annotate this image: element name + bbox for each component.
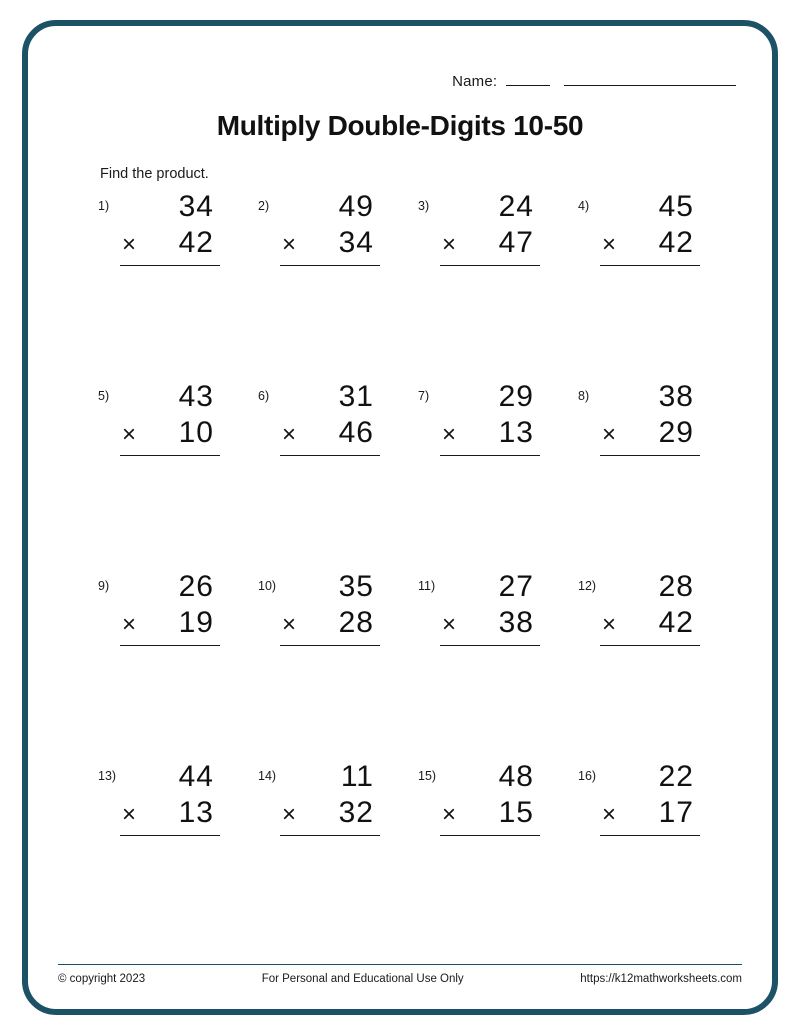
problem-item: [406, 571, 566, 761]
page-title: Multiply Double-Digits 10-50: [216, 110, 584, 141]
operator-symbol: ×: [122, 230, 138, 258]
problem-number: 13): [98, 769, 117, 783]
answer-rule: [600, 835, 700, 836]
worksheet-border: [22, 20, 778, 1015]
problem-stack: [440, 761, 540, 836]
multiplier: 42: [658, 605, 694, 639]
multiplier-row: [600, 797, 700, 829]
problem-item: [566, 761, 726, 951]
problem-number: 5): [98, 389, 110, 403]
answer-rule: [440, 265, 540, 266]
problem-number: 8): [578, 389, 590, 403]
problem-stack: [600, 191, 700, 266]
multiplier: 17: [658, 795, 694, 829]
multiplicand: 29: [498, 380, 534, 413]
problem-item: [406, 191, 566, 381]
multiplier: 13: [178, 795, 214, 829]
problem-stack: [120, 761, 220, 836]
multiplier-row: [120, 607, 220, 639]
multiplier-row: [440, 227, 540, 259]
problem-number: 7): [418, 389, 430, 403]
multiplier: 19: [178, 605, 214, 639]
operator-symbol: ×: [282, 420, 298, 448]
multiplier-row: [280, 607, 380, 639]
problem-grid: [86, 191, 726, 951]
problem-item: [246, 381, 406, 571]
problem-item: [566, 191, 726, 381]
multiplicand: 45: [658, 190, 694, 223]
operator-symbol: ×: [282, 800, 298, 828]
multiplier-row: [280, 797, 380, 829]
multiplicand: 28: [658, 570, 694, 603]
problem-stack: [600, 761, 700, 836]
problem-item: [86, 761, 246, 951]
multiplier-row: [280, 417, 380, 449]
multiplier: 28: [338, 605, 374, 639]
problem-stack: [440, 381, 540, 456]
multiplicand: 11: [340, 760, 374, 793]
problem-number: 6): [258, 389, 270, 403]
multiplier-row: [120, 417, 220, 449]
multiplicand: 27: [498, 570, 534, 603]
multiplicand: 43: [178, 380, 214, 413]
answer-rule: [440, 455, 540, 456]
multiplier: 42: [178, 225, 214, 259]
footer-url[interactable]: https://k12mathworksheets.com: [580, 973, 742, 985]
operator-symbol: ×: [122, 610, 138, 638]
page-footer: [58, 964, 742, 985]
problem-stack: [440, 191, 540, 266]
problem-stack: [600, 571, 700, 646]
multiplicand: 26: [178, 570, 214, 603]
multiplier: 38: [498, 605, 534, 639]
answer-rule: [280, 265, 380, 266]
name-blank-short: [506, 72, 550, 86]
problem-item: [406, 381, 566, 571]
operator-symbol: ×: [602, 420, 618, 448]
problem-stack: [120, 571, 220, 646]
answer-rule: [440, 835, 540, 836]
multiplier: 10: [178, 415, 214, 449]
problem-stack: [120, 191, 220, 266]
multiplier: 46: [338, 415, 374, 449]
operator-symbol: ×: [602, 610, 618, 638]
footer-copyright: © copyright 2023: [58, 973, 146, 985]
problem-number: 14): [258, 769, 277, 783]
problem-number: 11): [418, 579, 436, 593]
multiplier-row: [440, 417, 540, 449]
problem-number: 9): [98, 579, 110, 593]
operator-symbol: ×: [442, 610, 458, 638]
name-blank-long: [564, 72, 736, 86]
problem-stack: [280, 191, 380, 266]
problem-number: 10): [258, 579, 277, 593]
operator-symbol: ×: [602, 800, 618, 828]
problem-stack: [600, 381, 700, 456]
multiplier: 29: [658, 415, 694, 449]
multiplier: 34: [338, 225, 374, 259]
instruction-text: Find the product.: [100, 166, 209, 182]
multiplicand: 34: [178, 190, 214, 223]
multiplier: 47: [498, 225, 534, 259]
problem-number: 12): [578, 579, 597, 593]
problem-item: [246, 571, 406, 761]
multiplicand: 24: [498, 190, 534, 223]
answer-rule: [120, 835, 220, 836]
problem-stack: [120, 381, 220, 456]
problem-item: [566, 571, 726, 761]
problem-number: 1): [98, 199, 110, 213]
operator-symbol: ×: [442, 800, 458, 828]
problem-stack: [440, 571, 540, 646]
problem-stack: [280, 761, 380, 836]
multiplier: 13: [498, 415, 534, 449]
operator-symbol: ×: [602, 230, 618, 258]
multiplier-row: [440, 797, 540, 829]
multiplier: 42: [658, 225, 694, 259]
operator-symbol: ×: [122, 800, 138, 828]
problem-stack: [280, 571, 380, 646]
answer-rule: [120, 645, 220, 646]
multiplicand: 44: [178, 760, 214, 793]
problem-item: [246, 191, 406, 381]
problem-stack: [280, 381, 380, 456]
multiplicand: 48: [498, 760, 534, 793]
problem-item: [406, 761, 566, 951]
problem-item: [86, 191, 246, 381]
multiplier-row: [280, 227, 380, 259]
operator-symbol: ×: [122, 420, 138, 448]
name-field[interactable]: [452, 72, 736, 90]
problem-item: [566, 381, 726, 571]
multiplier-row: [120, 797, 220, 829]
operator-symbol: ×: [282, 230, 298, 258]
multiplicand: 49: [338, 190, 374, 223]
multiplier: 15: [498, 795, 534, 829]
problem-item: [86, 571, 246, 761]
problem-item: [246, 761, 406, 951]
multiplier-row: [600, 607, 700, 639]
answer-rule: [440, 645, 540, 646]
multiplier-row: [600, 417, 700, 449]
answer-rule: [280, 645, 380, 646]
multiplicand: 31: [338, 380, 374, 413]
operator-symbol: ×: [442, 420, 458, 448]
problem-number: 4): [578, 199, 590, 213]
answer-rule: [600, 645, 700, 646]
operator-symbol: ×: [282, 610, 298, 638]
answer-rule: [120, 455, 220, 456]
name-label: Name:: [452, 73, 498, 90]
answer-rule: [120, 265, 220, 266]
multiplier: 32: [338, 795, 374, 829]
multiplier-row: [440, 607, 540, 639]
answer-rule: [600, 265, 700, 266]
multiplicand: 22: [658, 760, 694, 793]
multiplier-row: [600, 227, 700, 259]
problem-number: 16): [578, 769, 597, 783]
multiplier-row: [120, 227, 220, 259]
problem-number: 3): [418, 199, 430, 213]
multiplicand: 38: [658, 380, 694, 413]
problem-number: 15): [418, 769, 437, 783]
footer-usage-note: For Personal and Educational Use Only: [261, 973, 464, 985]
multiplicand: 35: [338, 570, 374, 603]
problem-number: 2): [258, 199, 270, 213]
answer-rule: [600, 455, 700, 456]
operator-symbol: ×: [442, 230, 458, 258]
problem-item: [86, 381, 246, 571]
answer-rule: [280, 835, 380, 836]
answer-rule: [280, 455, 380, 456]
